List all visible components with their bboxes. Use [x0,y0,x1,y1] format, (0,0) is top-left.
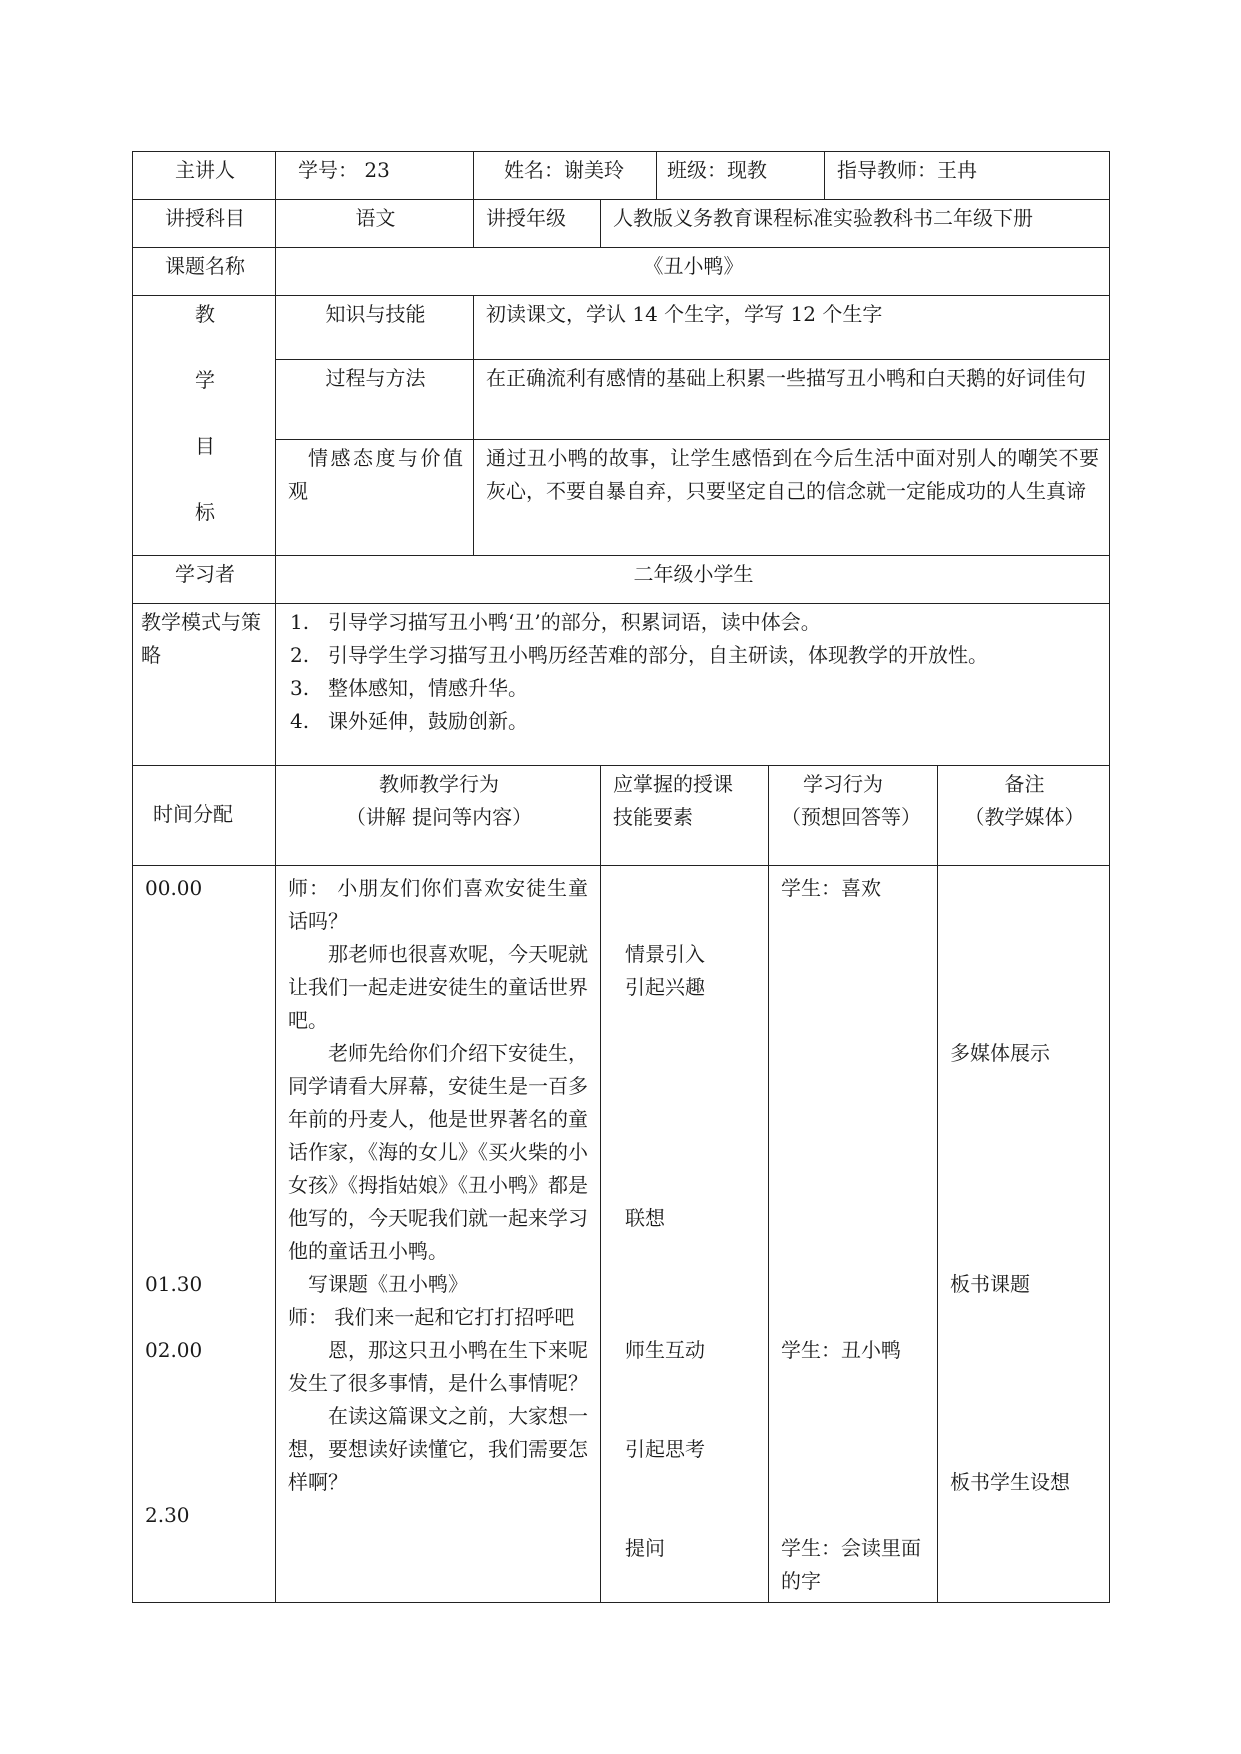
objective-value-knowledge: 初读课文，学认 14 个生字，学写 12 个生字 [474,296,1110,360]
textbook-value: 人教版义务教育课程标准实验教科书二年级下册 [601,200,1110,248]
student-id: 学号： 23 [276,152,474,200]
learning-column [769,866,938,1603]
objectives-label-char: 标 [195,500,215,524]
teacher-text: 师： 小朋友们你们喜欢安徒生童话吗？ [288,876,588,933]
student-name: 姓名：谢美玲 [474,152,657,200]
skills-header: 应掌握的授课 技能要素 [601,766,769,866]
learner-row [133,556,1110,604]
objective-row-process [133,360,1110,440]
strategy-item: 3. 整体感知，情感升华。 [290,676,528,700]
subject-label: 讲授科目 [133,200,276,248]
subject-row [133,200,1110,248]
topic-value: 《丑小鸭》 [276,248,1110,296]
lesson-plan-table [132,151,1110,1603]
objective-label-attitude: 情感态度与价值观 [276,440,474,556]
objectives-label-char: 教 [195,302,215,326]
time-mark: 00.00 [145,876,203,900]
subject-value: 语文 [276,200,474,248]
teacher-column [276,866,601,1603]
objectives-label-char: 目 [195,434,215,458]
teacher-text: 恩，那这只丑小鸭在生下来呢发生了很多事情，是什么事情呢？ [288,1338,588,1395]
teacher-text: 师： 我们来一起和它打打招呼吧 [288,1305,575,1329]
objective-label-knowledge: 知识与技能 [276,296,474,360]
time-mark: 01.30 [145,1272,203,1296]
skill-item: 引起兴趣 [625,975,705,999]
time-column [133,866,276,1603]
learning-item: 学生：喜欢 [781,876,881,900]
learner-value: 二年级小学生 [276,556,1110,604]
advisor-name: 指导教师：王冉 [825,152,1110,200]
objective-value-process: 在正确流利有感情的基础上积累一些描写丑小鸭和白天鹅的好词佳句 [474,360,1110,440]
topic-label: 课题名称 [133,248,276,296]
notes-column [938,866,1110,1603]
objective-row-attitude [133,440,1110,556]
strategy-list [276,604,1110,766]
class-name: 班级：现教 [657,152,825,200]
notes-header: 备注 （教学媒体） [938,766,1110,866]
teacher-header: 教师教学行为 （讲解 提问等内容） [276,766,601,866]
skill-item: 师生互动 [625,1338,705,1362]
learning-header: 学习行为 （预想回答等） [769,766,938,866]
process-header-row [133,766,1110,866]
strategy-item: 4. 课外延伸，鼓励创新。 [290,709,528,733]
objective-row-knowledge [133,296,1110,360]
skill-item: 提问 [625,1536,665,1560]
note-item: 板书学生设想 [950,1470,1070,1494]
teacher-text: 在读这篇课文之前，大家想一想，要想读好读懂它，我们需要怎样啊？ [288,1404,588,1494]
process-body-row [133,866,1110,1603]
lecturer-label: 主讲人 [133,152,276,200]
time-mark: 2.30 [145,1503,190,1527]
learning-item: 学生：会读里面的字 [781,1536,921,1593]
objective-value-attitude: 通过丑小鸭的故事，让学生感悟到在今后生活中面对别人的嘲笑不要灰心，不要自暴自弃，只要坚定自己的信念就一定能成功的人生真谛 [474,440,1110,556]
strategy-item: 1. 引导学习描写丑小鸭‘丑’的部分，积累词语，读中体会。 [290,610,821,634]
skills-column [601,866,769,1603]
time-mark: 02.00 [145,1338,203,1362]
note-item: 多媒体展示 [950,1041,1050,1065]
teacher-text: 那老师也很喜欢呢，今天呢就让我们一起走进安徒生的童话世界吧。 [288,942,588,1032]
teacher-text: 老师先给你们介绍下安徒生，同学请看大屏幕，安徒生是一百多年前的丹麦人，他是世界著名的童话作家，《海的女儿》《买火柴的小女孩》《拇指姑娘》《丑小鸭》都是他写的，今天呢我们就一起来学习他的童话丑小鸭。 [288,1041,588,1263]
skill-item: 情景引入 [625,942,705,966]
objectives-label-char: 学 [195,368,215,392]
strategy-label: 教学模式与策略 [133,604,276,766]
learner-label: 学习者 [133,556,276,604]
note-item: 板书课题 [950,1272,1030,1296]
teacher-text: 写课题《丑小鸭》 [308,1272,468,1296]
strategy-row [133,604,1110,766]
skill-item: 引起思考 [625,1437,705,1461]
grade-label: 讲授年级 [474,200,601,248]
topic-row [133,248,1110,296]
time-header: 时间分配 [133,766,276,866]
info-row [133,152,1110,200]
objective-label-process: 过程与方法 [276,360,474,440]
skill-item: 联想 [625,1206,665,1230]
objectives-label [133,296,276,556]
learning-item: 学生：丑小鸭 [781,1338,901,1362]
strategy-item: 2. 引导学生学习描写丑小鸭历经苦难的部分，自主研读，体现教学的开放性。 [290,643,988,667]
